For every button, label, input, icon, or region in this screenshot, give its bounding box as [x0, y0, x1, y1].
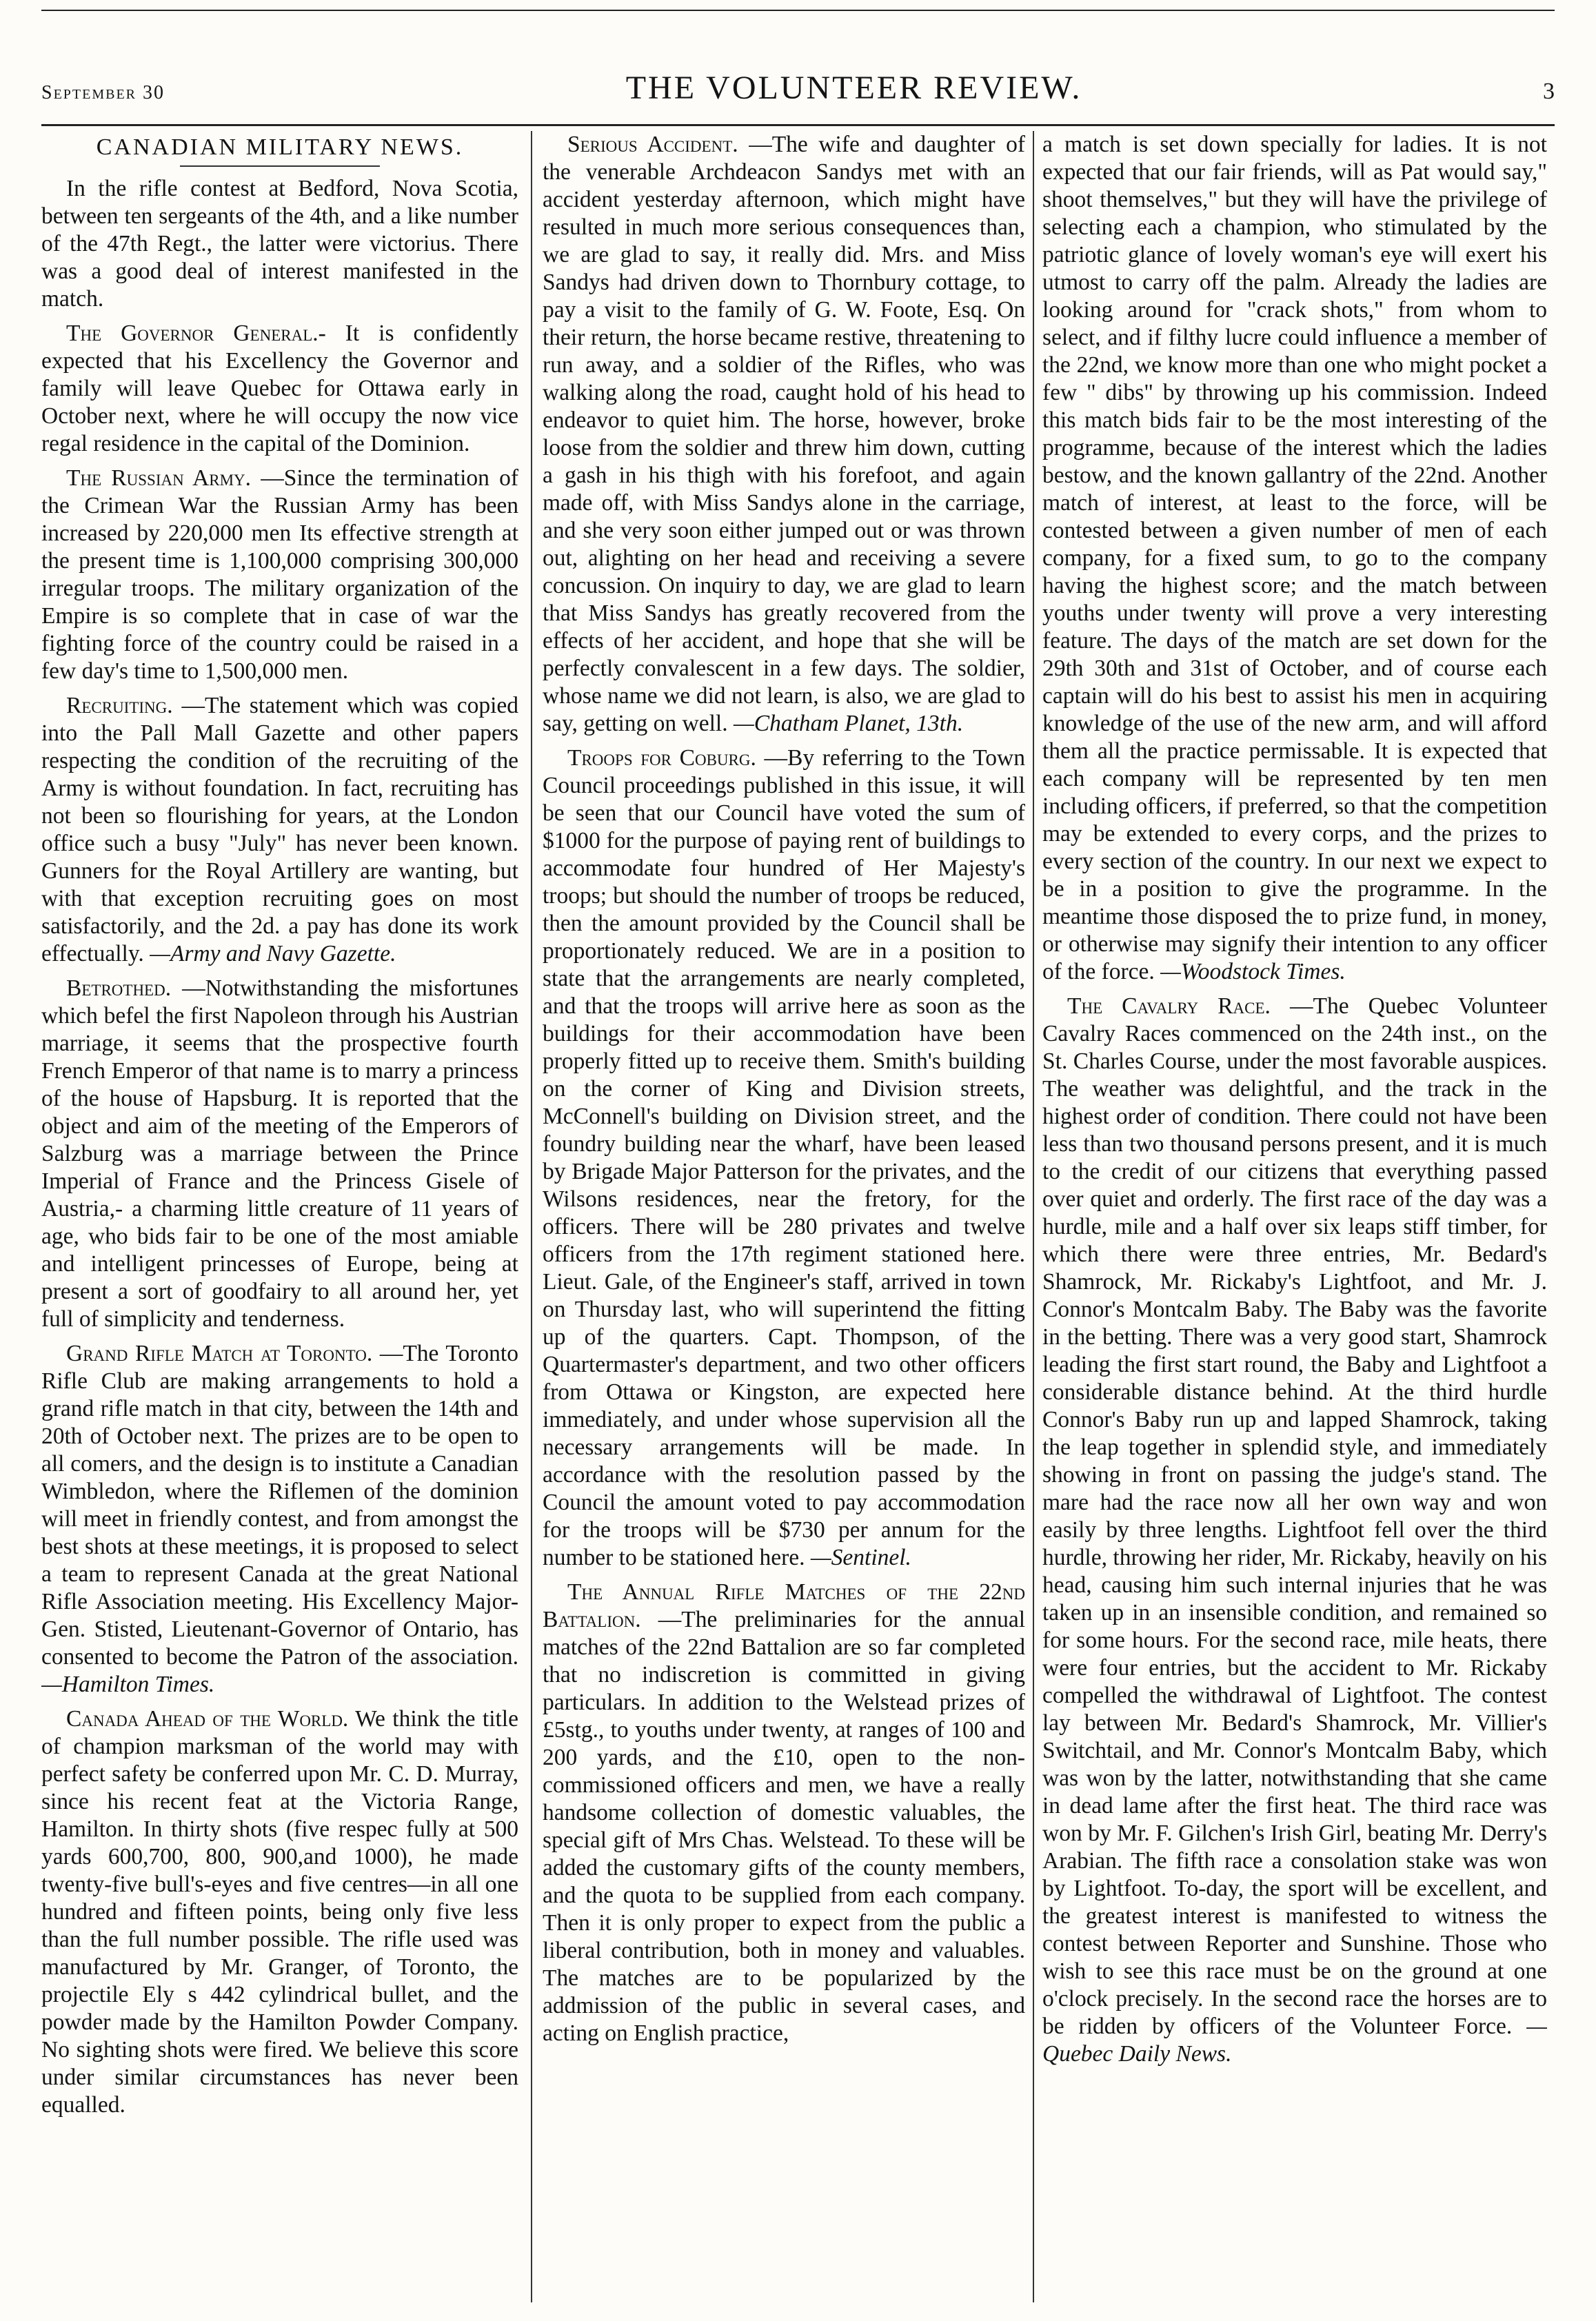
heading-rule — [180, 165, 381, 167]
news-item — [41, 975, 518, 1333]
item-text: We think the title of champion marksman of the world may with perfect safety be conferred upon Mr. C. D. Murray, since his recent feat at the Victoria Range, Hamilton. In thirty shots (five respec fully at 500 yards 600,700, 800, 900,and 1000), he made twenty-five bull's-eyes and five centres—in all one hundred and fifteen points, being only five less than the full number possible. The rifle used was manufactured by Mr. Granger, of Toronto, the projectile Ely s 442 cylindrical bullet, and the powder made by the Hamilton Powder Company. No sighting shots were fired. We believe this score under similar circumstances has never been equalled. — [41, 1706, 518, 2118]
item-kicker: The Annual Rifle Matches of the 22nd Battalion. — [543, 1579, 1025, 1632]
item-text: —By referring to the Town Council proceedings published in this issue, it will be seen that our Council have voted the sum of $1000 for the purpose of paying rent of buildings to accommodate four hundred of Her Majesty's troops; but should the number of troops be reduced, then the amount provided by the Council shall be proportionately reduced. We are in a position to state that the arrangements are nearly completed, and that the troops will arrive here as soon as the buildings for their accommodation have been properly fitted up to receive them. Smith's building on the corner of King and Division streets, McConnell's building on Division street, and the foundry building near the wharf, have been leased by Brigade Major Patterson for the privates, and the Wilsons residences, near the fretory, for the officers. There will be 280 privates and twelve officers from the 17th regiment stationed here. Lieut. Gale, of the Engineer's staff, arrived in town on Thursday last, who will superintend the fitting up of the quarters. Capt. Thompson, of the Quartermaster's department, and two other officers from Ottawa or Kingston, are expected here immediately, and under whose supervision all the necessary arrangements will be made. In accordance with the resolution passed by the Council the amount voted to pay accommodation for the troops will be $730 per annum for the number to be stationed here. — [543, 745, 1025, 1570]
item-credit: —Army and Navy Gazette. — [150, 941, 396, 966]
news-item — [1042, 131, 1547, 986]
item-kicker: The Russian Army. — [66, 465, 252, 491]
page-header — [41, 69, 1555, 117]
item-credit: —Woodstock Times. — [1160, 959, 1346, 984]
news-item — [41, 465, 518, 685]
item-text: It is confidently expected that his Excellency the Governor and family will leave Quebec for Ottawa early in October next, where he will occupy the now vice regal residence in the capital of the Dominion. — [41, 321, 518, 456]
column-divider — [531, 131, 532, 2302]
news-item — [41, 692, 518, 968]
item-text: —The Toronto Rifle Club are making arrangements to hold a grand rifle match in that city, between the 14th and 20th of October next. The prizes are to be open to all comers, and the design is to institute a Canadian Wimbledon, where the Riflemen of the dominion will meet in friendly contest, and from amongst the best shots at these meetings, it is proposed to select a team to represent Canada at the great National Rifle Association meeting. His Excellency Major-Gen. Stisted, Lieutenant-Governor of Ontario, has consented to become the Patron of the association. — [41, 1341, 518, 1670]
item-credit: —Chatham Planet, 13th. — [733, 711, 964, 736]
item-text: —The wife and daughter of the venerable Archdeacon Sandys met with an accident yesterday afternoon, which might have resulted in much more serious consequences than, we are glad to say, it really did. Mrs. and Miss Sandys had driven down to Thornbury cottage, to pay a visit to the family of G. W. Foote, Esq. On their return, the horse became restive, threatening to run away, and a soldier of the Rifles, who was walking along the road, caught hold of his head to endeavor to quiet him. The horse, however, broke loose from the soldier and threw him down, cutting a gash in his thigh with his forefoot, and again made off, with Miss Sandys alone in the carriage, and she very soon either jumped out or was thrown out, alighting on her head and receiving a severe concussion. On inquiry to day, we are glad to learn that Miss Sandys has greatly recovered from the effects of her accident, and hope that she will be perfectly convalescent in a few days. The soldier, whose name we did not learn, is also, we are glad to say, getting on well. — [543, 132, 1025, 736]
item-kicker: Betrothed. — [66, 975, 172, 1001]
item-kicker: Canada Ahead of the World. — [66, 1706, 349, 1732]
masthead-title: THE VOLUNTEER REVIEW. — [625, 70, 1082, 106]
item-text: a match is set down specially for ladies. It is not expected that our fair friends, will as Pat would say," shoot themselves," but they will have the privilege of selecting each a champion, who stimulated by the patriotic glance of lovely woman's eye will exert his utmost to carry off the palm. Already the ladies are looking around for "crack shots," from whom to select, and if filthy lucre could influence a member of the 22nd, we know more than one who might pocket a few " dibs" by throwing up his commission. Indeed this match bids fair to be the most interesting of the programme, because of the interest which the ladies bestow, and the known gallantry of the 22nd. Another match of interest, at least to the force, will be contested between a given number of men of each company, for a fixed sum, to go to the company having the highest score; and the match between youths under twenty will prove a very interesting feature. The days of the match are set down for the 29th 30th and 31st of October, and of course each captain will do his best to assist his men in acquiring knowledge of the use of the new arm, and will afford them all the practice permissable. It is expected that each company will be represented by ten men including officers, if preferred, so that the competition may be extended to every corps, and the prizes to every section of the country. In our next we expect to be in a position to give the programme. In the meantime those disposed the to prize fund, in money, or otherwise may signify their intention to any officer of the force. — [1042, 132, 1547, 984]
item-credit: —Hamilton Times. — [41, 1672, 215, 1697]
item-text: —Notwithstanding the misfortunes which befel the first Napoleon through his Austrian marriage, it seems that the prospective fourth French Emperor of that name is to marry a princess of the house of Hapsburg. It is reported that the object and aim of the meeting of the Emperors of Salzburg was a marriage between the Prince Imperial of France and the Princess Gisele of Austria,- a charming little creature of 11 years of age, who bids fair to be one of the most amiable and intelligent princesses of Europe, being at present a sort of goodfairy to all around her, yet full of simplicity and tenderness. — [41, 975, 518, 1332]
item-text: In the rifle contest at Bedford, Nova Scotia, between ten sergeants of the 4th, and a like number of the 47th Regt., the latter were victorius. There was a good deal of interest manifested in the match. — [41, 176, 518, 312]
news-item — [543, 131, 1025, 738]
item-text: —The Quebec Volunteer Cavalry Races commenced on the 24th inst., on the St. Charles Course, under the most favorable auspices. The weather was delightful, and the track in the highest order of condition. There could not have been less than two thousand persons present, and it is much to the credit of our citizens that everything passed over quiet and orderly. The first race of the day was a hurdle, mile and a half over six leaps stiff timber, for which there were three entries, Mr. Bedard's Shamrock, Mr. Rickaby's Lightfoot, and Mr. J. Connor's Montcalm Baby. The Baby was the favorite in the betting. There was a very good start, Shamrock leading the first start round, the Baby and Lightfoot a considerable distance behind. At the third hurdle Connor's Baby run up and lapped Shamrock, taking the leap together in splendid style, and immediately showing in front on passing the judge's stand. The mare had the race now all her own way and won easily by three lengths. Lightfoot fell over the third hurdle, throwing her rider, Mr. Rickaby, heavily on his head, causing him such internal injuries that he was taken up in an insensible condition, and remained so for some hours. For the second race, mile heats, there were four entries, but the accident to Mr. Rickaby compelled the withdrawal of Lightfoot. The contest lay between Mr. Bedard's Shamrock, Mr. Villier's Switchtail, and Mr. Connor's Montcalm Baby, which was won by the latter, notwithstanding that she came in dead lame after the first heat. The third race was won by Mr. F. Gilchen's Irish Girl, beating Mr. Derry's Arabian. The fifth race a consolation stake was won by Lightfoot. To-day, the sport will be excellent, and the greatest interest is manifested to witness the contest between Reporter and Sunshine. Those who wish to see this race must be on the ground at one o'clock precisely. In the second race the horses are to be ridden by officers of the Volunteer Force. — [1042, 993, 1547, 2039]
news-item — [1042, 993, 1547, 2068]
news-item — [543, 744, 1025, 1572]
header-rule — [41, 124, 1555, 126]
item-text: —The statement which was copied into the Pall Mall Gazette and other papers respecting the condition of the recruiting of the Army is without foundation. In fact, recruiting has not been so flourishing for years, at the London office such a busy "July" has never been known. Gunners for the Royal Artillery are wanting, but with that exception recruiting goes on most satisfactorily, and the 2d. a pay has done its work effectually. — [41, 693, 518, 966]
news-item — [41, 1705, 518, 2119]
item-kicker: Grand Rifle Match at Toronto. — [66, 1341, 373, 1366]
column-2 — [543, 131, 1025, 2302]
item-text: —Since the termination of the Crimean War the Russian Army has been increased by 220,000 men Its effective strength at the present time is 1,100,000 comprising 300,000 irregular troops. The military organization of the Empire is so complete that in case of war the fighting force of the country could be raised in a few day's time to 1,500,000 men. — [41, 465, 518, 684]
item-kicker: The Governor General.- — [66, 321, 326, 346]
column-divider — [1033, 131, 1034, 2302]
item-kicker: Recruiting. — [66, 693, 173, 718]
news-item — [41, 1340, 518, 1699]
item-kicker: The Cavalry Race. — [1067, 993, 1271, 1019]
item-credit: —Sentinel. — [810, 1545, 911, 1570]
column-1 — [41, 131, 518, 2302]
dateline: September 30 — [41, 82, 165, 103]
news-item — [41, 175, 518, 313]
item-credit: —Quebec Daily News. — [1042, 2014, 1547, 2067]
news-item — [543, 1579, 1025, 2047]
page-number: 3 — [1543, 79, 1555, 104]
item-kicker: Troops for Coburg. — [567, 745, 756, 771]
section-heading: CANADIAN MILITARY NEWS. — [96, 134, 464, 160]
top-rule — [41, 10, 1555, 11]
item-kicker: Serious Accident. — [567, 132, 738, 157]
item-text: —The preliminaries for the annual matches of the 22nd Battalion are so far completed that no indiscretion is committed in giving particulars. In addition to the Welstead prizes of £5stg., to youths under twenty, at ranges of 100 and 200 yards, and the £10, open to the non-commissioned officers and men, we have a really handsome collection of domestic valuables, the special gift of Mrs Chas. Welstead. To these will be added the customary gifts of the county members, and the quota to be supplied from each company. Then it is only proper to expect from the public a liberal contribution, both in money and valuables. The matches are to be popularized by the addmission of the public in several cases, and acting on English practice, — [543, 1607, 1025, 2046]
news-item — [41, 320, 518, 458]
column-3 — [1042, 131, 1547, 2302]
